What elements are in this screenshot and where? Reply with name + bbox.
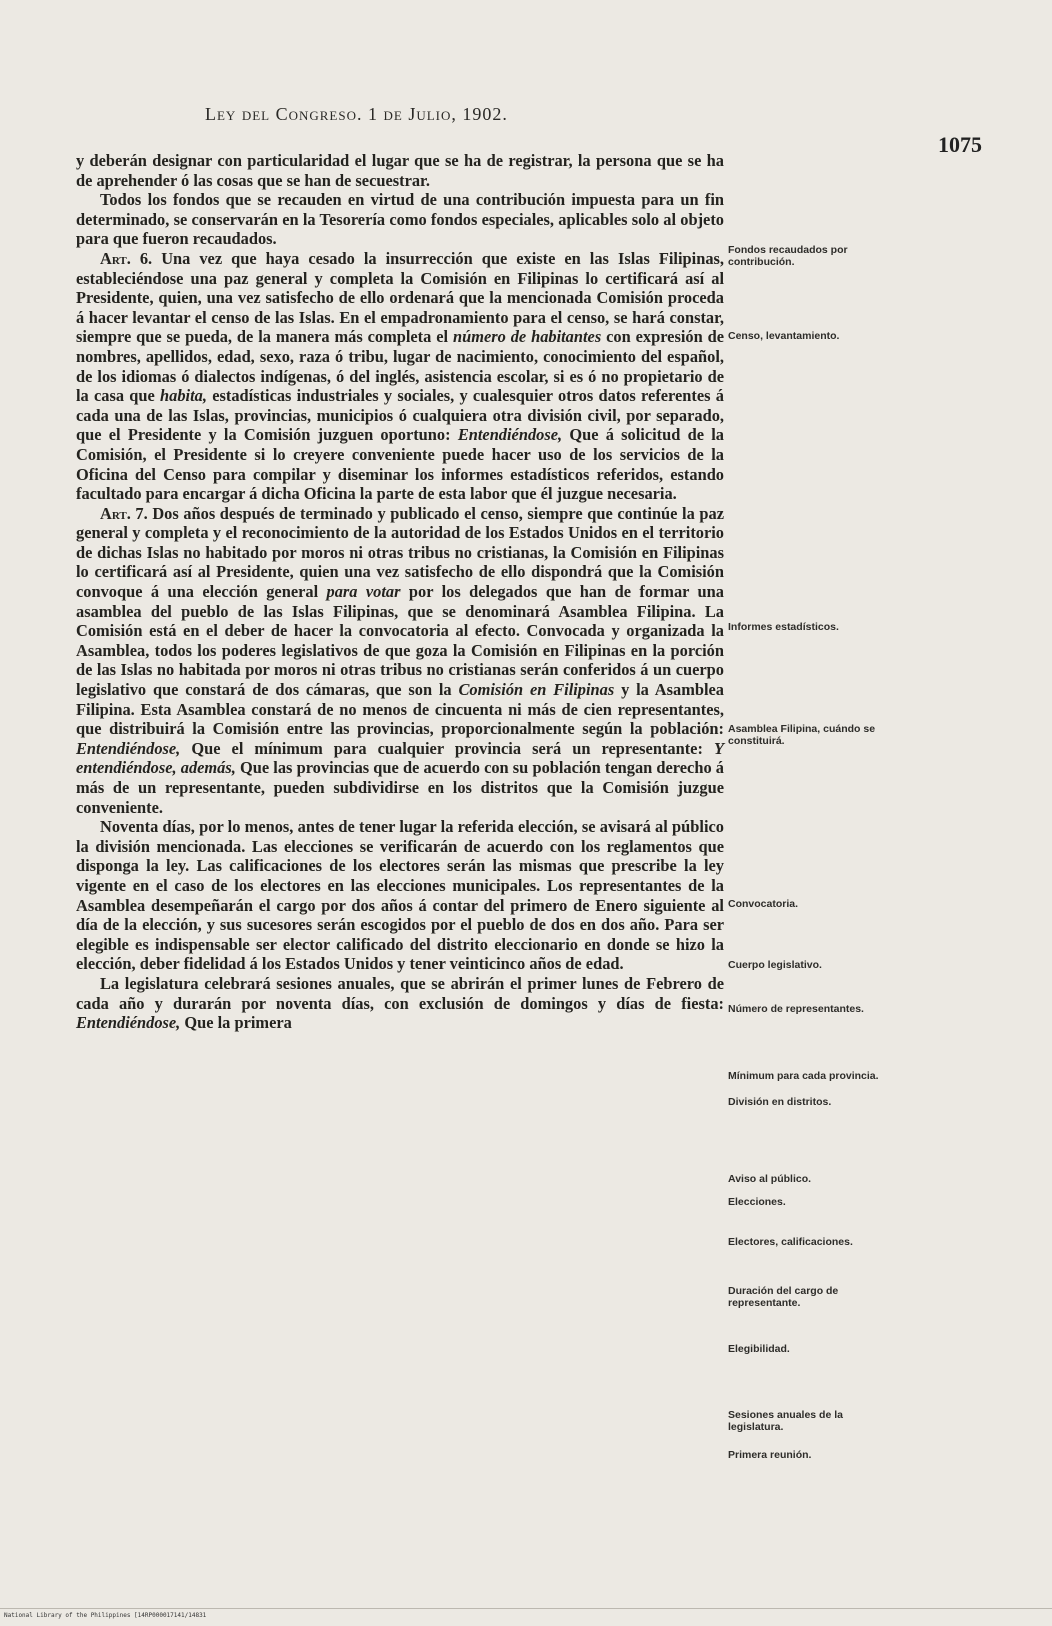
body-text (76, 151, 724, 1033)
paragraph-5-text: Noventa días, por lo menos, antes de tener lugar la referida elección, se avisará al público la división mencionada. Las elecciones se verificarán de acuerdo con los reglamentos que disponga la ley. Las calificaciones de los electores serán las mismas que prescribe la ley vigente en el caso de los electores en las elecciones municipales. Los representantes de la Asamblea desempeñarán el cargo por dos años á contar del primero de Enero siguiente al día de la elección, y sus sucesores serán escogidos por el pueblo de dos en dos año. Para ser elegible es indispensable ser elector calificado del distrito eleccionario en donde se hizo la elección, deber fidelidad á los Estados Unidos y tener veinticinco años de edad. (76, 817, 724, 974)
paragraph-1 (76, 151, 724, 190)
paragraph-5 (76, 817, 724, 974)
article-7-text-c: y la Asamblea Filipina. Esta Asamblea constará de no menos de cincuenta ni más de cien representantes, que distribuirá la Comisión entre las provincias, proporcionalmente según la población: (76, 680, 724, 739)
paragraph-1-text: y deberán designar con particularidad el lugar que se ha de registrar, la persona que se ha de aprehender ó las cosas que se han de secuestrar. (76, 151, 724, 190)
footer-rule (0, 1608, 1052, 1609)
article-7-italic-2: Comisión en Filipinas (458, 680, 615, 700)
article-7-italic-3: Entendiéndose, (76, 738, 181, 758)
sidenote-convocatoria: Convocatoria. (728, 898, 799, 910)
article-6-text-b: con expresión de nombres, apellidos, edad, sexo, raza ó tribu, lugar de nacimiento, conocimiento del español, de los idiomas ó dialectos indígenas, ó del inglés, asistencia escolar, si es ó no propietario de la casa que (76, 327, 724, 406)
sidenote-fondos: Fondos recaudados por contribución. (728, 244, 848, 268)
article-7-italic-1: para votar (326, 582, 401, 602)
sidenote-elegibilidad: Elegibilidad. (728, 1343, 790, 1355)
paragraph-6-text-b: Que la primera (184, 1013, 292, 1033)
sidenote-cuerpo-legislativo: Cuerpo legislativo. (728, 959, 822, 971)
sidenote-asamblea: Asamblea Filipina, cuándo se constituirá. (728, 723, 876, 747)
paragraph-6-text-a: La legislatura celebrará sesiones anuales, que se abrirán el primer lunes de Febrero de cada año y durarán por noventa días, con exclusión de domingos y días de fiesta: (76, 973, 724, 1013)
article-7-text-b: por los delegados que han de formar una asamblea del pueblo de las Islas Filipinas, que se denominará Asamblea Filipina. La Comisión está en el deber de hacer la convocatoria al efecto. Convocada y organizada la Asamblea, todos los poderes legislativos de que goza la Comisión en Filipinas en la porción de las Islas no habitada por moros ni otras tribus no cristianas serán conferidos á un cuerpo legislativo que constará de dos cámaras, que son la (76, 582, 724, 700)
paragraph-6-italic-1: Entendiéndose, (76, 1013, 181, 1033)
article-7-text-d: Que el mínimum para cualquier provincia será un representante: (191, 738, 703, 758)
article-7-italic-4: Y entendiéndose, además, (76, 738, 724, 778)
article-6-italic-2: habita, (160, 386, 207, 406)
article-7-label: Art. 7. (100, 503, 148, 523)
sidenote-informes: Informes estadísticos. (728, 621, 839, 633)
sidenote-censo: Censo, levantamiento. (728, 330, 840, 342)
sidenote-primera-reunion: Primera reunión. (728, 1449, 812, 1461)
article-6-text-d: Que á solicitud de la Comisión, el Presidente si lo creyere conveniente puede hacer uso de los servicios de la Oficina del Censo para compilar y diseminar los informes estadísticos referidos, estando facultado para encargar á dicha Oficina la parte de esta labor que él juzgue necesaria. (76, 425, 724, 504)
paragraph-6 (76, 974, 724, 1033)
sidenote-division-distritos: División en distritos. (728, 1096, 832, 1108)
sidenote-numero-representantes: Número de representantes. (728, 1003, 864, 1015)
paragraph-2 (76, 190, 724, 249)
article-7 (76, 504, 724, 818)
sidenote-electores: Electores, calificaciones. (728, 1236, 853, 1248)
article-6-label: Art. 6. (100, 248, 153, 268)
sidenote-aviso: Aviso al público. (728, 1173, 812, 1185)
article-6 (76, 249, 724, 504)
running-head: Ley del Congreso. 1 de Julio, 1902. (205, 104, 508, 124)
sidenote-sesiones: Sesiones anuales de la legislatura. (728, 1409, 843, 1433)
sidenote-elecciones: Elecciones. (728, 1196, 786, 1208)
article-7-text-a: Dos años después de terminado y publicado el censo, siempre que continúe la paz general y completa y el reconocimiento de la autoridad de los Estados Unidos en el territorio de dichas Islas no habitado por moros ni otras tribus no cristianas, la Comisión en Filipinas lo certificará así al Presidente, quien una vez satisfecho de ello dispondrá que la Comisión convoque á una elección general (76, 503, 724, 602)
article-7-text-e: Que las provincias que de acuerdo con su población tengan derecho á más de un representante, pueden subdividirse en los distritos que la Comisión juzgue conveniente. (76, 758, 724, 817)
page-number: 1075 (938, 132, 982, 157)
sidenote-minimum: Mínimum para cada provincia. (728, 1070, 879, 1082)
sidenote-duracion: Duración del cargo de representante. (728, 1285, 839, 1309)
paragraph-2-text: Todos los fondos que se recauden en virtud de una contribución impuesta para un fin determinado, se conservarán en la Tesorería como fondos especiales, aplicables solo al objeto para que fueron recaudados. (76, 190, 724, 249)
article-6-text-c: estadísticas industriales y sociales, y cualesquier otros datos referentes á cada una de las Islas, provincias, municipios ó cualquiera otra división civil, por separado, que el Presidente y la Comisión juzguen oportuno: (76, 386, 724, 445)
scan-footer: National Library of the Philippines [14RP000017141/14831 (4, 1612, 207, 1619)
article-6-italic-1: número de habitantes (452, 327, 602, 347)
article-6-italic-3: Entendiéndose, (457, 425, 563, 445)
article-6-text-a: Una vez que haya cesado la insurrección que existe en las Islas Filipinas, estableciéndose una paz general y completa la Comisión en Filipinas lo certificará así al Presidente, quien, una vez satisfecho de ello ordenará que la mencionada Comisión proceda á hacer levantar el censo de las Islas. En el empadronamiento para el censo, se hará constar, siempre que se pueda, de la manera más completa el (76, 248, 724, 347)
